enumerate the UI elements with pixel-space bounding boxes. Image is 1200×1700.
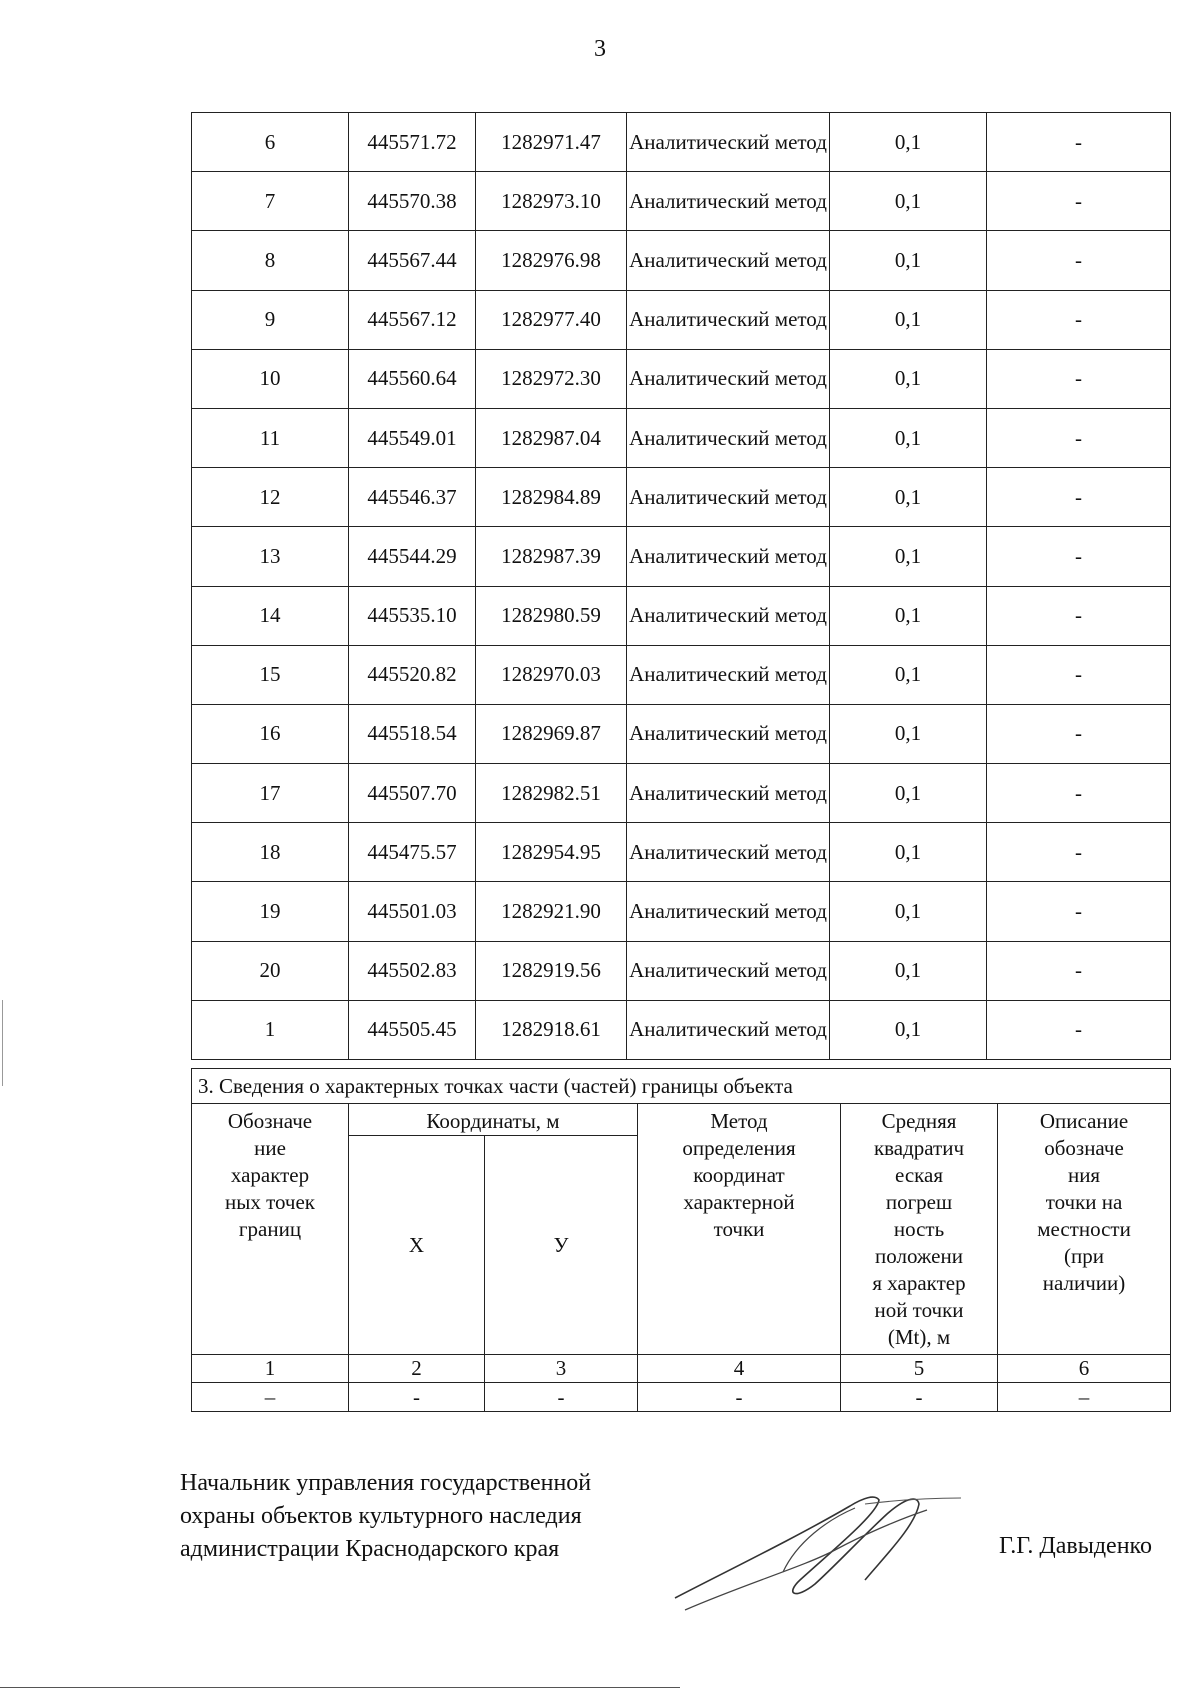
description-cell: - (987, 645, 1171, 704)
description-cell: - (987, 349, 1171, 408)
method-cell: Аналитический метод (627, 349, 830, 408)
point-number-cell: 6 (192, 113, 349, 172)
x-coordinate-cell: 445475.57 (349, 823, 476, 882)
mean-error-cell: 0,1 (830, 290, 987, 349)
y-coordinate-cell: 1282971.47 (476, 113, 627, 172)
method-cell: Аналитический метод (627, 586, 830, 645)
empty-cell: – (192, 1383, 349, 1412)
scan-edge-mark (2, 1000, 3, 1086)
x-coordinate-cell: 445507.70 (349, 764, 476, 823)
description-cell: - (987, 882, 1171, 941)
table-row (192, 527, 1171, 586)
table-row (192, 349, 1171, 408)
table-row (192, 823, 1171, 882)
description-cell: - (987, 172, 1171, 231)
header-x: Х (349, 1136, 485, 1355)
empty-cell: - (485, 1383, 638, 1412)
table-row (192, 764, 1171, 823)
point-number-cell: 15 (192, 645, 349, 704)
x-coordinate-cell: 445567.44 (349, 231, 476, 290)
description-cell: - (987, 586, 1171, 645)
point-number-cell: 10 (192, 349, 349, 408)
header-description: Описание обозначе ния точки на местности (при наличии) (998, 1104, 1171, 1355)
y-coordinate-cell: 1282984.89 (476, 468, 627, 527)
method-cell: Аналитический метод (627, 408, 830, 467)
method-cell: Аналитический метод (627, 764, 830, 823)
x-coordinate-cell: 445544.29 (349, 527, 476, 586)
method-cell: Аналитический метод (627, 231, 830, 290)
method-cell: Аналитический метод (627, 941, 830, 1000)
empty-cell: - (349, 1383, 485, 1412)
point-number-cell: 14 (192, 586, 349, 645)
y-coordinate-cell: 1282980.59 (476, 586, 627, 645)
column-number-row (192, 1355, 1171, 1383)
position-line: Начальник управления государственной (180, 1470, 592, 1496)
description-cell: - (987, 941, 1171, 1000)
column-number: 6 (998, 1355, 1171, 1383)
signatory-name: Г.Г. Давыденко (999, 1533, 1152, 1559)
method-cell: Аналитический метод (627, 823, 830, 882)
point-number-cell: 7 (192, 172, 349, 231)
point-number-cell: 8 (192, 231, 349, 290)
x-coordinate-cell: 445571.72 (349, 113, 476, 172)
point-number-cell: 16 (192, 704, 349, 763)
description-cell: - (987, 823, 1171, 882)
header-designation: Обозначе ние характер ных точек границ (192, 1104, 349, 1355)
mean-error-cell: 0,1 (830, 468, 987, 527)
empty-cell: – (998, 1383, 1171, 1412)
mean-error-cell: 0,1 (830, 1000, 987, 1059)
mean-error-cell: 0,1 (830, 704, 987, 763)
mean-error-cell: 0,1 (830, 882, 987, 941)
table-row (192, 408, 1171, 467)
x-coordinate-cell: 445502.83 (349, 941, 476, 1000)
table-row (192, 231, 1171, 290)
column-number: 2 (349, 1355, 485, 1383)
point-number-cell: 18 (192, 823, 349, 882)
method-cell: Аналитический метод (627, 882, 830, 941)
x-coordinate-cell: 445501.03 (349, 882, 476, 941)
description-cell: - (987, 231, 1171, 290)
mean-error-cell: 0,1 (830, 231, 987, 290)
mean-error-cell: 0,1 (830, 645, 987, 704)
y-coordinate-cell: 1282969.87 (476, 704, 627, 763)
y-coordinate-cell: 1282921.90 (476, 882, 627, 941)
method-cell: Аналитический метод (627, 1000, 830, 1059)
y-coordinate-cell: 1282976.98 (476, 231, 627, 290)
page-number: 3 (594, 36, 606, 62)
table-row (192, 704, 1171, 763)
point-number-cell: 12 (192, 468, 349, 527)
y-coordinate-cell: 1282919.56 (476, 941, 627, 1000)
header-coordinates: Координаты, м (349, 1104, 638, 1136)
y-coordinate-cell: 1282987.39 (476, 527, 627, 586)
description-cell: - (987, 290, 1171, 349)
position-line: охраны объектов культурного наследия (180, 1503, 582, 1529)
table-row (192, 941, 1171, 1000)
method-cell: Аналитический метод (627, 290, 830, 349)
x-coordinate-cell: 445535.10 (349, 586, 476, 645)
table-row (192, 1000, 1171, 1059)
mean-error-cell: 0,1 (830, 764, 987, 823)
empty-cell: - (841, 1383, 998, 1412)
header-y: У (485, 1136, 638, 1355)
x-coordinate-cell: 445549.01 (349, 408, 476, 467)
method-cell: Аналитический метод (627, 527, 830, 586)
x-coordinate-cell: 445570.38 (349, 172, 476, 231)
y-coordinate-cell: 1282970.03 (476, 645, 627, 704)
method-cell: Аналитический метод (627, 172, 830, 231)
y-coordinate-cell: 1282977.40 (476, 290, 627, 349)
y-coordinate-cell: 1282982.51 (476, 764, 627, 823)
x-coordinate-cell: 445560.64 (349, 349, 476, 408)
table-row (192, 645, 1171, 704)
column-number: 4 (638, 1355, 841, 1383)
x-coordinate-cell: 445505.45 (349, 1000, 476, 1059)
method-cell: Аналитический метод (627, 704, 830, 763)
description-cell: - (987, 468, 1171, 527)
description-cell: - (987, 527, 1171, 586)
mean-error-cell: 0,1 (830, 527, 987, 586)
description-cell: - (987, 704, 1171, 763)
y-coordinate-cell: 1282918.61 (476, 1000, 627, 1059)
y-coordinate-cell: 1282954.95 (476, 823, 627, 882)
empty-data-row (192, 1383, 1171, 1412)
mean-error-cell: 0,1 (830, 586, 987, 645)
mean-error-cell: 0,1 (830, 408, 987, 467)
empty-cell: - (638, 1383, 841, 1412)
point-number-cell: 17 (192, 764, 349, 823)
description-cell: - (987, 113, 1171, 172)
point-number-cell: 11 (192, 408, 349, 467)
mean-error-cell: 0,1 (830, 941, 987, 1000)
signatory-position (180, 1467, 591, 1566)
table-row (192, 290, 1171, 349)
point-number-cell: 13 (192, 527, 349, 586)
section3-table (191, 1068, 1171, 1412)
section3-title: 3. Сведения о характерных точках части (частей) границы объекта (192, 1069, 1171, 1104)
column-number: 3 (485, 1355, 638, 1383)
mean-error-cell: 0,1 (830, 349, 987, 408)
header-method: Метод определения координат характерной точки (638, 1104, 841, 1355)
mean-error-cell: 0,1 (830, 172, 987, 231)
table-row (192, 172, 1171, 231)
point-number-cell: 9 (192, 290, 349, 349)
table-row (192, 468, 1171, 527)
header-error: Средняя квадратич еская погреш ность положени я характер ной точки (Mt), м (841, 1104, 998, 1355)
method-cell: Аналитический метод (627, 468, 830, 527)
method-cell: Аналитический метод (627, 645, 830, 704)
table-row (192, 586, 1171, 645)
point-number-cell: 1 (192, 1000, 349, 1059)
y-coordinate-cell: 1282973.10 (476, 172, 627, 231)
description-cell: - (987, 764, 1171, 823)
point-number-cell: 20 (192, 941, 349, 1000)
position-line: администрации Краснодарского края (180, 1536, 560, 1562)
point-number-cell: 19 (192, 882, 349, 941)
description-cell: - (987, 408, 1171, 467)
column-number: 1 (192, 1355, 349, 1383)
coordinates-table (191, 112, 1171, 1060)
mean-error-cell: 0,1 (830, 823, 987, 882)
x-coordinate-cell: 445520.82 (349, 645, 476, 704)
method-cell: Аналитический метод (627, 113, 830, 172)
mean-error-cell: 0,1 (830, 113, 987, 172)
column-number: 5 (841, 1355, 998, 1383)
y-coordinate-cell: 1282987.04 (476, 408, 627, 467)
table-row (192, 882, 1171, 941)
coordinates-table-body (192, 113, 1171, 1060)
y-coordinate-cell: 1282972.30 (476, 349, 627, 408)
x-coordinate-cell: 445518.54 (349, 704, 476, 763)
table-row (192, 113, 1171, 172)
signature-image (665, 1480, 965, 1620)
description-cell: - (987, 1000, 1171, 1059)
x-coordinate-cell: 445546.37 (349, 468, 476, 527)
x-coordinate-cell: 445567.12 (349, 290, 476, 349)
bottom-rule (0, 1687, 680, 1688)
